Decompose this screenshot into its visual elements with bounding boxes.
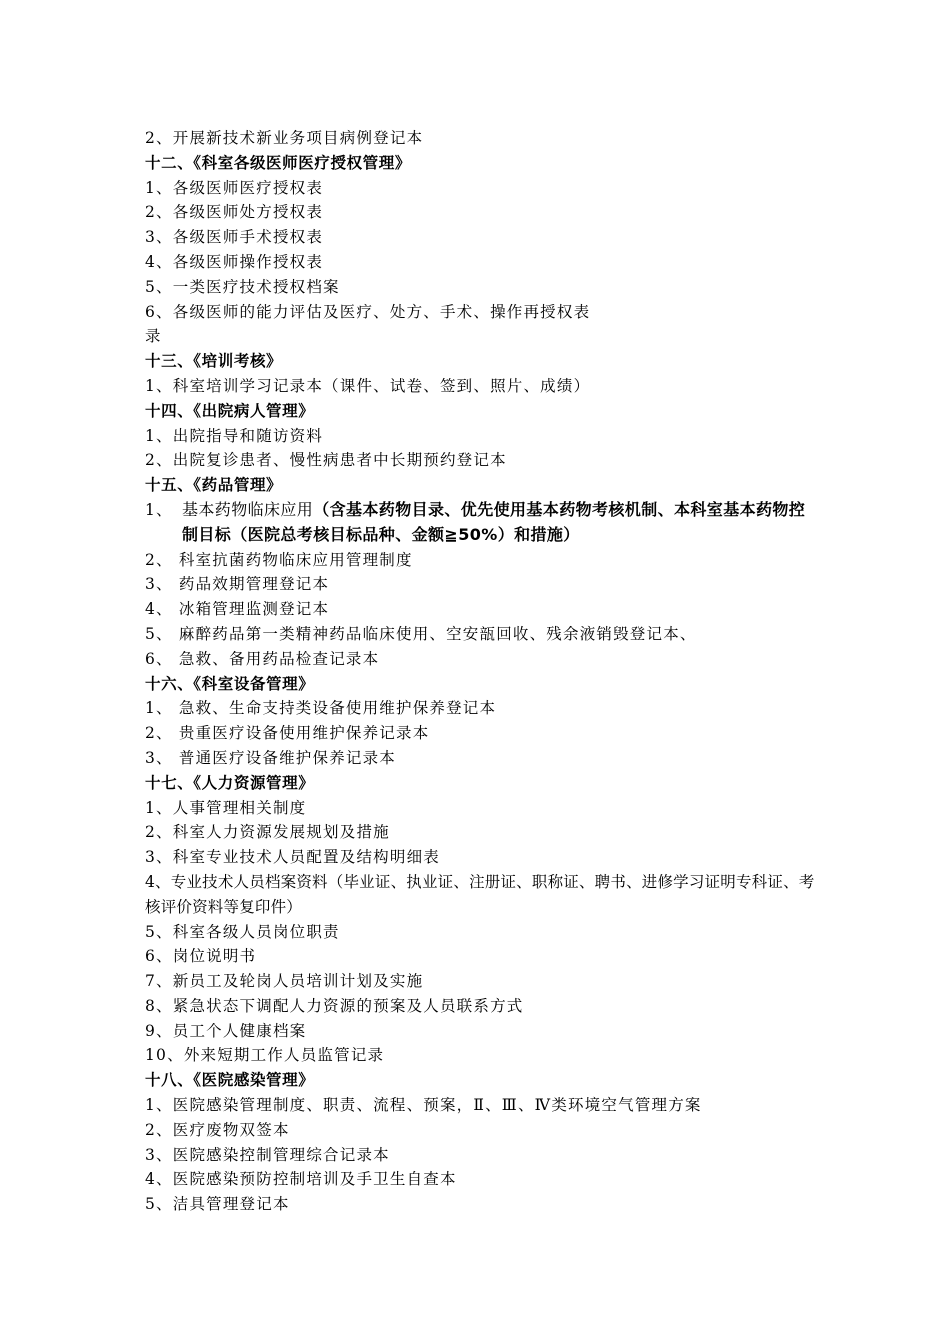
drug-item-1-number: 1、 — [145, 500, 173, 519]
list-item: 3、科室专业技术人员配置及结构明细表 — [145, 848, 440, 867]
list-item: 2、开展新技术新业务项目病例登记本 — [145, 129, 424, 147]
list-item: 5、一类医疗技术授权档案 — [145, 277, 340, 296]
list-item: 1、医院感染管理制度、职责、流程、预案，Ⅱ、Ⅲ、Ⅳ类环境空气管理方案 — [145, 1096, 702, 1115]
list-item: 录 — [145, 327, 162, 346]
list-item: 1、出院指导和随访资料 — [145, 426, 324, 445]
list-item: 5、科室各级人员岗位职责 — [145, 922, 340, 941]
section-heading: 十六、《科室设备管理》 — [145, 674, 315, 693]
list-item: 3、 药品效期管理登记本 — [145, 575, 330, 594]
list-item: 2、各级医师处方授权表 — [145, 203, 324, 222]
list-block-3 — [145, 920, 815, 1218]
section-heading: 十四、《出院病人管理》 — [145, 401, 315, 420]
document-body — [145, 126, 815, 1217]
list-item: 4、医院感染预防控制培训及手卫生自查本 — [145, 1170, 457, 1189]
section-heading: 十二、《科室各级医师医疗授权管理》 — [145, 153, 411, 172]
list-item: 1、科室培训学习记录本（课件、试卷、签到、照片、成绩） — [145, 376, 591, 395]
drug-item-1-bold-text: （含基本药物目录、优先使用基本药物考核机制、本科室基本药物控制目标（医院总考核目标品种、金额≧50%）和措施） — [182, 499, 806, 544]
list-item: 10、外来短期工作人员监管记录 — [145, 1046, 385, 1065]
list-item: 3、医院感染控制管理综合记录本 — [145, 1145, 390, 1164]
section-heading: 十三、《培训考核》 — [145, 352, 283, 371]
section-heading: 十七、《人力资源管理》 — [145, 773, 315, 792]
section-heading: 十八、《医院感染管理》 — [145, 1071, 315, 1090]
list-item: 1、各级医师医疗授权表 — [145, 178, 324, 197]
list-item: 6、各级医师的能力评估及医疗、处方、手术、操作再授权表 — [145, 302, 591, 321]
list-item: 2、医疗废物双签本 — [145, 1120, 290, 1139]
list-item: 7、新员工及轮岗人员培训计划及实施 — [145, 972, 424, 991]
list-item: 1、 急救、生命支持类设备使用维护保养登记本 — [145, 699, 497, 718]
list-item: 2、 科室抗菌药物临床应用管理制度 — [145, 550, 413, 569]
list-item: 5、洁具管理登记本 — [145, 1195, 290, 1214]
list-item: 2、 贵重医疗设备使用维护保养记录本 — [145, 724, 430, 743]
list-block-1 — [145, 126, 815, 498]
list-item: 2、科室人力资源发展规划及措施 — [145, 823, 390, 842]
list-item: 9、员工个人健康档案 — [145, 1021, 307, 1040]
list-item: 4、 冰箱管理监测登记本 — [145, 600, 330, 619]
hr-item-4: 4、专业技术人员档案资料（毕业证、执业证、注册证、职称证、聘书、进修学习证明专科证、考核评价资料等复印件） — [145, 872, 815, 916]
list-item: 5、 麻醉药品第一类精神药品临床使用、空安瓿回收、残余液销毁登记本、 — [145, 624, 697, 643]
drug-item-1-text: 基本药物临床应用 — [182, 499, 314, 519]
drug-item-1 — [145, 498, 815, 548]
list-item: 3、 普通医疗设备维护保养记录本 — [145, 748, 396, 767]
list-item: 8、紧急状态下调配人力资源的预案及人员联系方式 — [145, 996, 524, 1015]
list-item: 2、出院复诊患者、慢性病患者中长期预约登记本 — [145, 451, 507, 470]
list-item: 1、人事管理相关制度 — [145, 798, 307, 817]
list-item: 6、 急救、备用药品检查记录本 — [145, 649, 380, 668]
list-item: 3、各级医师手术授权表 — [145, 228, 324, 247]
section-heading: 十五、《药品管理》 — [145, 476, 283, 495]
list-item: 4、各级医师操作授权表 — [145, 252, 324, 271]
list-item: 6、岗位说明书 — [145, 947, 257, 966]
list-block-2 — [145, 548, 815, 870]
